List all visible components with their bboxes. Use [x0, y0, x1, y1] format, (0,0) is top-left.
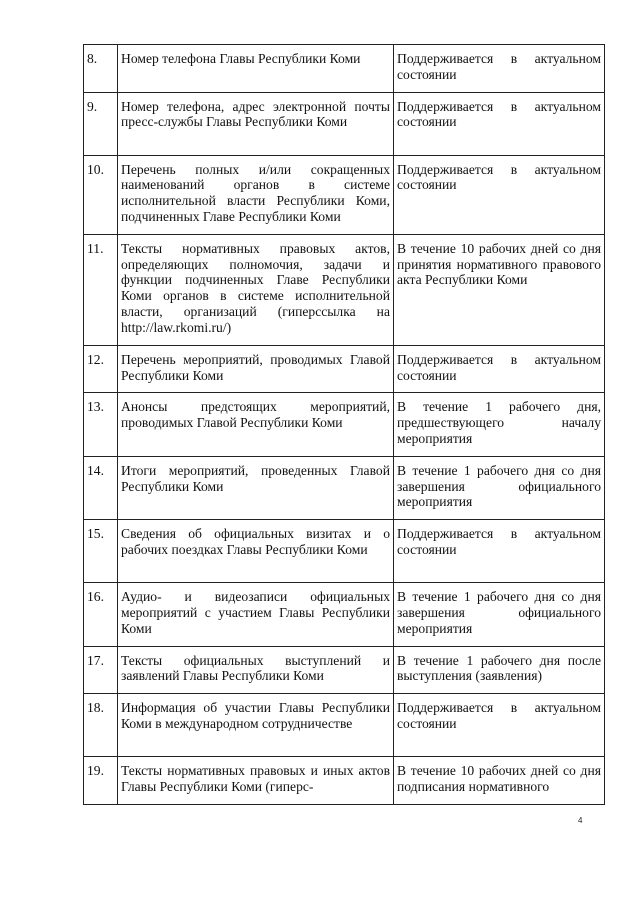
row-description: Тексты нормативных правовых актов, определяющих полномочия, задачи и функции подчиненных Главе Республики Коми органов в системе исполнительной власти, организаций (гиперссылка на http://law.rkomi.ru/) — [118, 234, 394, 345]
table-row — [84, 45, 605, 93]
row-term: Поддерживается в актуальном состоянии — [394, 520, 605, 583]
row-description: Тексты официальных выступлений и заявлений Главы Республики Коми — [118, 646, 394, 694]
row-number: 15. — [84, 520, 118, 583]
row-description: Тексты нормативных правовых и иных актов Главы Республики Коми (гиперс- — [118, 757, 394, 805]
table-row — [84, 757, 605, 805]
row-term: Поддерживается в актуальном состоянии — [394, 694, 605, 757]
row-number: 19. — [84, 757, 118, 805]
row-number: 12. — [84, 345, 118, 393]
row-number: 16. — [84, 583, 118, 646]
row-number: 10. — [84, 155, 118, 234]
row-description: Сведения об официальных визитах и о рабочих поездках Главы Республики Коми — [118, 520, 394, 583]
row-description: Аудио- и видеозаписи официальных мероприятий с участием Главы Республики Коми — [118, 583, 394, 646]
row-number: 11. — [84, 234, 118, 345]
table-row — [84, 393, 605, 456]
row-number: 14. — [84, 456, 118, 519]
row-term: В течение 10 рабочих дней со дня принятия нормативного правового акта Республики Коми — [394, 234, 605, 345]
row-number: 8. — [84, 45, 118, 93]
row-number: 13. — [84, 393, 118, 456]
row-term: Поддерживается в актуальном состоянии — [394, 92, 605, 155]
row-description: Анонсы предстоящих мероприятий, проводимых Главой Республики Коми — [118, 393, 394, 456]
table-row — [84, 520, 605, 583]
row-term: В течение 1 рабочего дня после выступления (заявления) — [394, 646, 605, 694]
row-term: В течение 1 рабочего дня со дня завершения официального мероприятия — [394, 583, 605, 646]
table-row — [84, 646, 605, 694]
row-number: 17. — [84, 646, 118, 694]
row-description: Перечень мероприятий, проводимых Главой Республики Коми — [118, 345, 394, 393]
table-row — [84, 694, 605, 757]
table-row — [84, 456, 605, 519]
info-table — [83, 44, 605, 805]
row-term: Поддерживается в актуальном состоянии — [394, 345, 605, 393]
row-term: В течение 1 рабочего дня, предшествующего началу мероприятия — [394, 393, 605, 456]
row-number: 18. — [84, 694, 118, 757]
table-row — [84, 92, 605, 155]
table-row — [84, 234, 605, 345]
row-description: Итоги мероприятий, проведенных Главой Республики Коми — [118, 456, 394, 519]
row-description: Номер телефона Главы Республики Коми — [118, 45, 394, 93]
page-number: 4 — [578, 816, 583, 825]
row-description: Информация об участии Главы Республики Коми в международном сотрудничестве — [118, 694, 394, 757]
row-term: Поддерживается в актуальном состоянии — [394, 155, 605, 234]
row-term: В течение 1 рабочего дня со дня завершения официального мероприятия — [394, 456, 605, 519]
row-term: В течение 10 рабочих дней со дня подписания нормативного — [394, 757, 605, 805]
row-description: Перечень полных и/или сокращенных наименований органов в системе исполнительной власти Республики Коми, подчиненных Главе Республики Коми — [118, 155, 394, 234]
table-row — [84, 345, 605, 393]
row-number: 9. — [84, 92, 118, 155]
row-description: Номер телефона, адрес электронной почты пресс-службы Главы Республики Коми — [118, 92, 394, 155]
row-term: Поддерживается в актуальном состоянии — [394, 45, 605, 93]
table-row — [84, 155, 605, 234]
table-row — [84, 583, 605, 646]
